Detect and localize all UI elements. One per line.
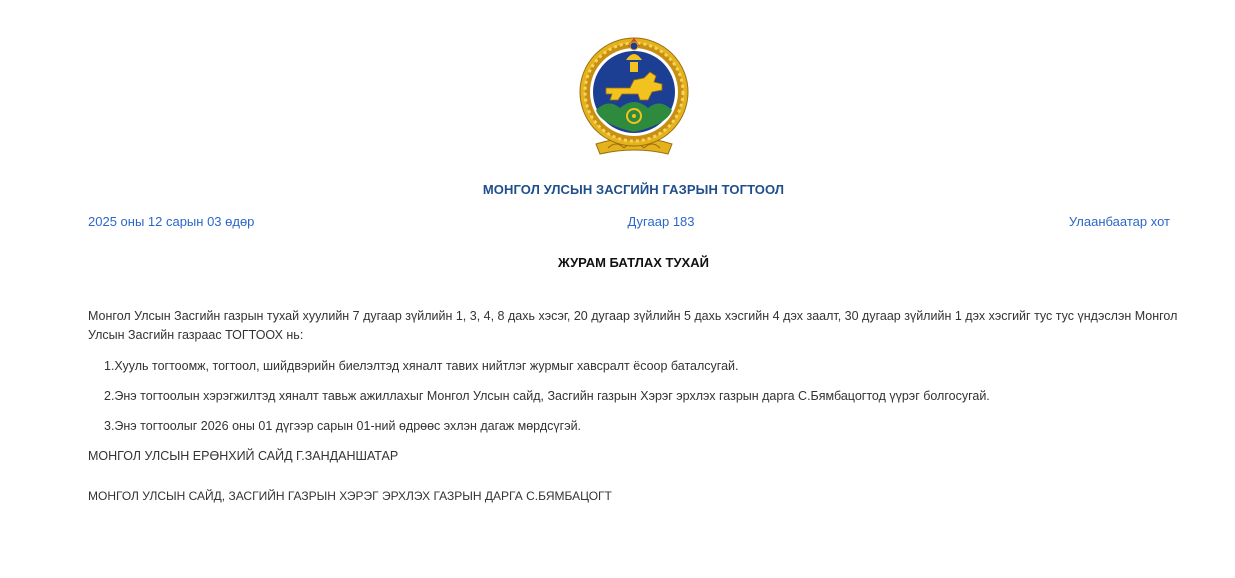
document-preamble: Монгол Улсын Засгийн газрын тухай хуулийн 7 дугаар зүйлийн 1, 3, 4, 8 дахь хэсэг, 20 дугаар зүйлийн 5 дахь хэсгийн 4 дэх заалт, 30 дугаар зүйлийн 1 дэх хэсгийг тус тус үндэслэн Монгол Улсын Засгийн газраас ТОГТООХ нь: <box>88 309 1178 342</box>
mongolia-state-emblem-icon <box>578 36 690 158</box>
document-title: МОНГОЛ УЛСЫН ЗАСГИЙН ГАЗРЫН ТОГТООЛ <box>482 182 785 197</box>
resolution-item-3: 3.Энэ тогтоолыг 2026 оны 01 дүгээр сарын 01-ний өдрөөс эхлэн дагаж мөрдсүгэй. <box>104 419 582 433</box>
document-subject: ЖУРАМ БАТЛАХ ТУХАЙ <box>558 255 709 270</box>
document-date: 2025 оны 12 сарын 03 өдөр <box>88 214 255 229</box>
signature-cabinet-secretary: МОНГОЛ УЛСЫН САЙД, ЗАСГИЙН ГАЗРЫН ХЭРЭГ ЭРХЛЭХ ГАЗРЫН ДАРГА С.БЯМБАЦОГТ <box>88 489 612 503</box>
document-place: Улаанбаатар хот <box>1068 214 1170 229</box>
resolution-item-2: 2.Энэ тогтоолын хэрэгжилтэд хяналт тавьж ажиллахыг Монгол Улсын сайд, Засгийн газрын Хэрэг эрхлэх газрын дарга С.Бямбацогтод үүрэг болгосугай. <box>104 389 990 403</box>
signature-prime-minister: МОНГОЛ УЛСЫН ЕРӨНХИЙ САЙД Г.ЗАНДАНШАТАР <box>88 449 399 463</box>
document-number: Дугаар 183 <box>627 214 695 229</box>
resolution-item-1: 1.Хууль тогтоомж, тогтоол, шийдвэрийн биелэлтэд хяналт тавих нийтлэг журмыг хавсралт ёсоор баталсугай. <box>104 359 739 373</box>
document-meta-row <box>88 214 1170 232</box>
